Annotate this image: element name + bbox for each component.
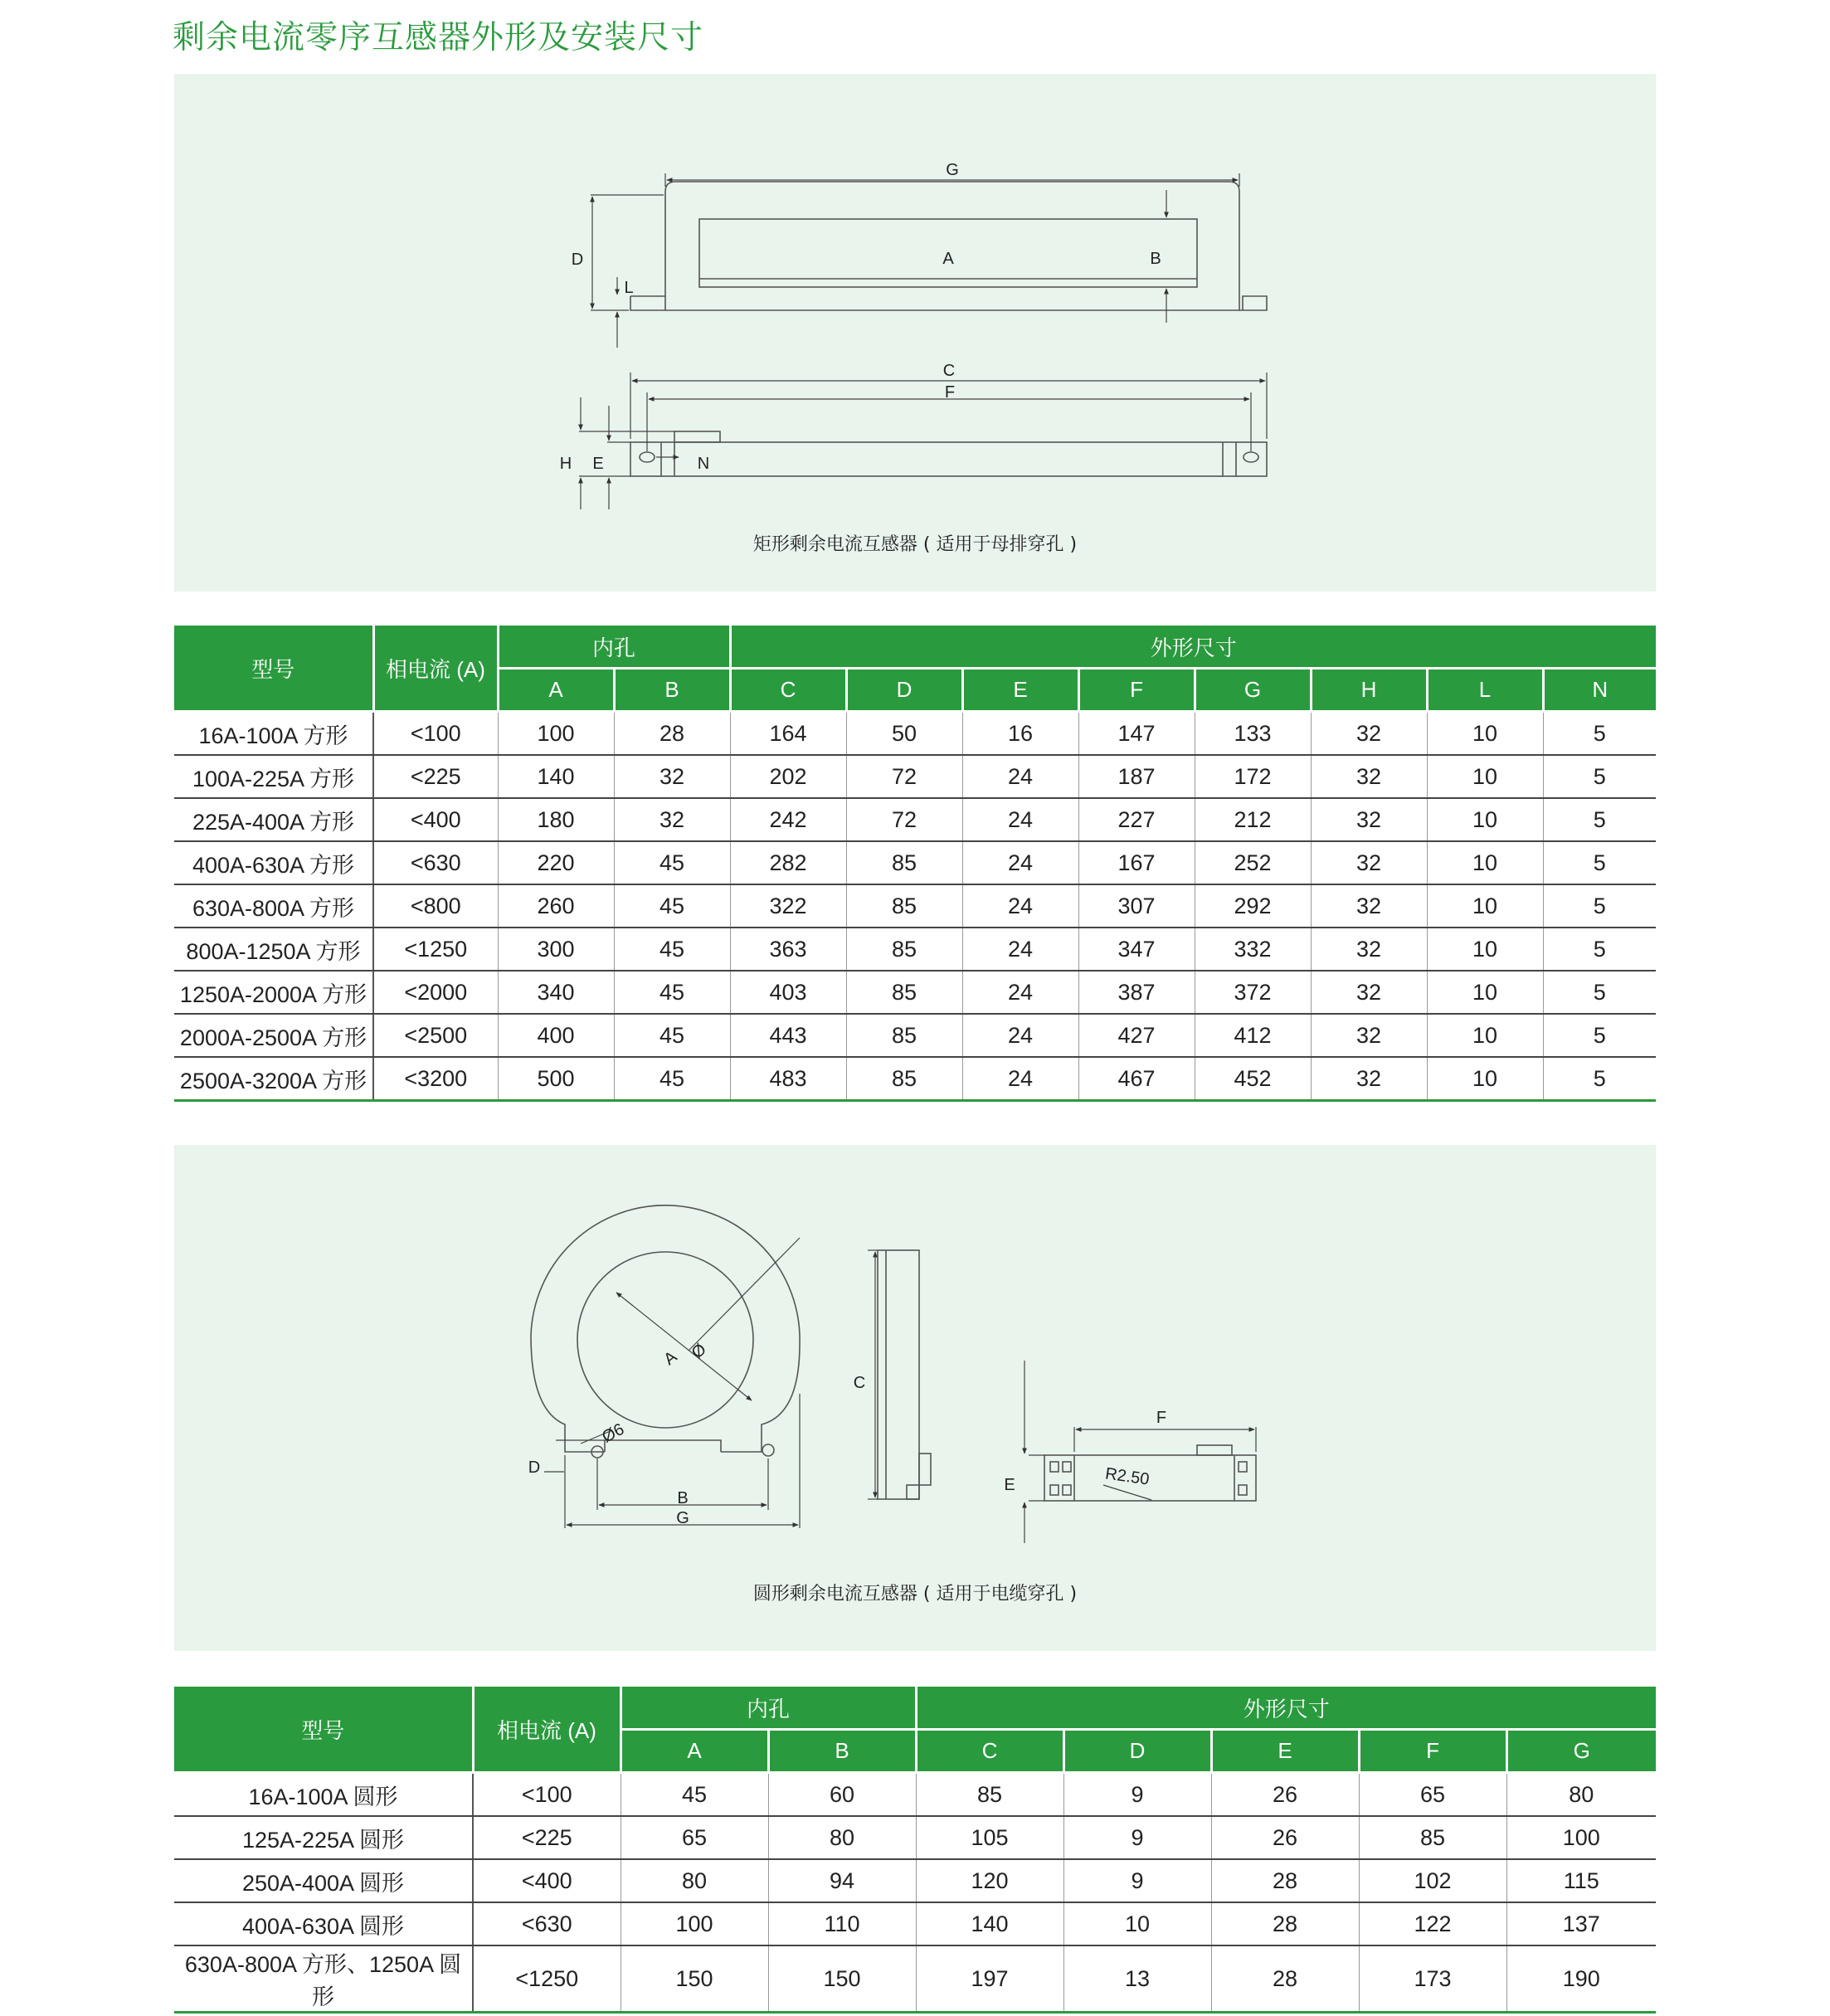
table-row — [174, 1902, 1656, 1945]
current-cell: <800 — [373, 884, 498, 928]
dimension-cell: 32 — [1311, 1057, 1427, 1101]
label-f: F — [944, 383, 956, 402]
dimension-cell: 32 — [1311, 884, 1427, 928]
dimension-cell: 147 — [1078, 712, 1195, 756]
dimension-cell: 427 — [1078, 1014, 1195, 1057]
table-row — [174, 928, 1656, 971]
dimension-cell: 32 — [614, 755, 730, 798]
dimension-cell: 292 — [1195, 884, 1311, 928]
dimension-cell: 24 — [962, 798, 1078, 841]
dimension-cell: 50 — [846, 712, 962, 756]
label-b: B — [677, 1489, 689, 1507]
dimension-cell: 65 — [1359, 1773, 1506, 1817]
current-cell: <1250 — [373, 928, 498, 971]
dimension-cell: 340 — [498, 971, 614, 1014]
column-header: C — [916, 1730, 1063, 1773]
rectangular-table-body — [174, 712, 1656, 1101]
column-header: H — [1311, 669, 1427, 712]
label-b: B — [1150, 250, 1161, 268]
column-header: F — [1359, 1730, 1506, 1773]
dimension-cell: 167 — [1078, 841, 1195, 884]
column-header: D — [846, 669, 962, 712]
current-cell: <3200 — [373, 1057, 498, 1101]
dimension-cell: 173 — [1359, 1945, 1506, 2013]
dimension-cell: 24 — [962, 884, 1078, 928]
table-row — [174, 712, 1656, 756]
model-cell: 125A-225A 圆形 — [174, 1816, 473, 1859]
label-e: E — [592, 455, 604, 473]
dimension-cell: 60 — [768, 1773, 916, 1817]
dimension-cell: 28 — [614, 712, 730, 756]
column-header: E — [962, 669, 1078, 712]
current-cell: <400 — [473, 1859, 621, 1902]
dimension-cell: 105 — [916, 1816, 1063, 1859]
dimension-cell: 307 — [1078, 884, 1195, 928]
dimension-cell: 347 — [1078, 928, 1195, 971]
dimension-cell: 483 — [730, 1057, 846, 1101]
round-table-body — [174, 1773, 1656, 2013]
column-header: E — [1211, 1730, 1359, 1773]
column-header: A — [621, 1730, 768, 1773]
dimension-cell: 85 — [846, 841, 962, 884]
dimension-cell: 32 — [1311, 712, 1427, 756]
header-current: 相电流 (A) — [373, 626, 498, 712]
dimension-cell: 5 — [1543, 755, 1656, 798]
model-cell: 16A-100A 圆形 — [174, 1773, 473, 1817]
dimension-cell: 13 — [1063, 1945, 1211, 2013]
dimension-cell: 10 — [1063, 1902, 1211, 1945]
rectangular-drawing-panel — [174, 74, 1656, 592]
model-cell: 1250A-2000A 方形 — [174, 971, 373, 1014]
dimension-cell: 443 — [730, 1014, 846, 1057]
dimension-cell: 137 — [1506, 1902, 1656, 1945]
page-title: 剩余电流零序互感器外形及安装尺寸 — [173, 19, 704, 56]
dimension-cell: 102 — [1359, 1859, 1506, 1902]
current-cell: <400 — [373, 798, 498, 841]
current-cell: <630 — [373, 841, 498, 884]
round-drawing — [174, 1145, 1656, 1651]
dimension-cell: 32 — [1311, 1014, 1427, 1057]
dimension-cell: 150 — [621, 1945, 768, 2013]
round-caption: 圆形剩余电流互感器 ( 适用于电缆穿孔 ) — [752, 1584, 1078, 1605]
dimension-cell: 282 — [730, 841, 846, 884]
dimension-cell: 80 — [1506, 1773, 1656, 1817]
table-row — [174, 1057, 1656, 1101]
dimension-cell: 190 — [1506, 1945, 1656, 2013]
label-f: F — [1156, 1409, 1167, 1427]
dimension-cell: 227 — [1078, 798, 1195, 841]
label-c: C — [853, 1374, 866, 1392]
dimension-cell: 332 — [1195, 928, 1311, 971]
table-row — [174, 1945, 1656, 2013]
dimension-cell: 5 — [1543, 798, 1656, 841]
label-a: A — [942, 250, 954, 268]
dimension-cell: 5 — [1543, 884, 1656, 928]
dimension-cell: 9 — [1063, 1816, 1211, 1859]
dimension-cell: 120 — [916, 1859, 1063, 1902]
dimension-cell: 24 — [962, 1057, 1078, 1101]
dimension-cell: 212 — [1195, 798, 1311, 841]
label-phi6: Ø6 — [599, 1419, 628, 1447]
rectangular-drawing — [174, 74, 1656, 592]
table-row — [174, 1773, 1656, 1817]
current-cell: <225 — [373, 755, 498, 798]
rectangular-spec-table — [174, 626, 1656, 1102]
dimension-cell: 80 — [621, 1859, 768, 1902]
model-cell: 2500A-3200A 方形 — [174, 1057, 373, 1101]
dimension-cell: 133 — [1195, 712, 1311, 756]
dimension-cell: 32 — [1311, 928, 1427, 971]
dimension-cell: 122 — [1359, 1902, 1506, 1945]
dimension-cell: 140 — [498, 755, 614, 798]
column-header: B — [614, 669, 730, 712]
column-header: G — [1506, 1730, 1656, 1773]
dimension-cell: 26 — [1211, 1773, 1359, 1817]
dimension-cell: 28 — [1211, 1902, 1359, 1945]
dimension-cell: 5 — [1543, 1057, 1656, 1101]
column-header: D — [1063, 1730, 1211, 1773]
label-phi: Ø — [688, 1340, 711, 1363]
dimension-cell: 10 — [1427, 712, 1543, 756]
current-cell: <100 — [373, 712, 498, 756]
dimension-cell: 45 — [621, 1773, 768, 1817]
dimension-cell: 387 — [1078, 971, 1195, 1014]
dimension-cell: 467 — [1078, 1057, 1195, 1101]
dimension-cell: 65 — [621, 1816, 768, 1859]
dimension-cell: 10 — [1427, 971, 1543, 1014]
dimension-cell: 100 — [498, 712, 614, 756]
column-header: B — [768, 1730, 916, 1773]
header-outer-dimensions: 外形尺寸 — [730, 626, 1656, 669]
model-cell: 2000A-2500A 方形 — [174, 1014, 373, 1057]
column-header: L — [1427, 669, 1543, 712]
dimension-cell: 24 — [962, 928, 1078, 971]
model-cell: 250A-400A 圆形 — [174, 1859, 473, 1902]
column-header: G — [1195, 669, 1311, 712]
round-drawing-panel — [174, 1145, 1656, 1651]
dimension-cell: 412 — [1195, 1014, 1311, 1057]
dimension-cell: 187 — [1078, 755, 1195, 798]
dimension-cell: 452 — [1195, 1057, 1311, 1101]
header-inner-hole: 内孔 — [498, 626, 730, 669]
current-cell: <2500 — [373, 1014, 498, 1057]
column-header: N — [1543, 669, 1656, 712]
dimension-cell: 85 — [1359, 1816, 1506, 1859]
dimension-cell: 500 — [498, 1057, 614, 1101]
label-n: N — [697, 455, 710, 473]
table-row — [174, 798, 1656, 841]
dimension-cell: 100 — [621, 1902, 768, 1945]
table-row — [174, 1859, 1656, 1902]
round-spec-table — [174, 1687, 1656, 2014]
model-cell: 100A-225A 方形 — [174, 755, 373, 798]
column-header: C — [730, 669, 846, 712]
dimension-cell: 252 — [1195, 841, 1311, 884]
dimension-cell: 110 — [768, 1902, 916, 1945]
header-current: 相电流 (A) — [473, 1687, 621, 1773]
label-d: D — [528, 1458, 541, 1477]
table-row — [174, 971, 1656, 1014]
table-row — [174, 1816, 1656, 1859]
dimension-cell: 24 — [962, 1014, 1078, 1057]
dimension-cell: 45 — [614, 971, 730, 1014]
dimension-cell: 10 — [1427, 1057, 1543, 1101]
rectangular-caption: 矩形剩余电流互感器 ( 适用于母排穿孔 ) — [752, 534, 1078, 555]
dimension-cell: 28 — [1211, 1945, 1359, 2013]
table-row — [174, 841, 1656, 884]
dimension-cell: 10 — [1427, 884, 1543, 928]
dimension-cell: 24 — [962, 841, 1078, 884]
column-header: A — [498, 669, 614, 712]
dimension-cell: 45 — [614, 928, 730, 971]
current-cell: <225 — [473, 1816, 621, 1859]
dimension-cell: 80 — [768, 1816, 916, 1859]
dimension-cell: 202 — [730, 755, 846, 798]
dimension-cell: 16 — [962, 712, 1078, 756]
current-cell: <630 — [473, 1902, 621, 1945]
dimension-cell: 10 — [1427, 928, 1543, 971]
dimension-cell: 5 — [1543, 971, 1656, 1014]
dimension-cell: 10 — [1427, 755, 1543, 798]
label-a: A — [660, 1347, 681, 1370]
dimension-cell: 32 — [614, 798, 730, 841]
dimension-cell: 197 — [916, 1945, 1063, 2013]
dimension-cell: 32 — [1311, 755, 1427, 798]
header-inner-hole: 内孔 — [621, 1687, 916, 1730]
label-g: G — [676, 1509, 689, 1527]
current-cell: <1250 — [473, 1945, 621, 2013]
dimension-cell: 24 — [962, 755, 1078, 798]
current-cell: <100 — [473, 1773, 621, 1817]
dimension-cell: 322 — [730, 884, 846, 928]
dimension-cell: 403 — [730, 971, 846, 1014]
dimension-cell: 100 — [1506, 1816, 1656, 1859]
dimension-cell: 28 — [1211, 1859, 1359, 1902]
dimension-cell: 9 — [1063, 1773, 1211, 1817]
dimension-cell: 45 — [614, 841, 730, 884]
dimension-cell: 10 — [1427, 798, 1543, 841]
table-row — [174, 1014, 1656, 1057]
dimension-cell: 115 — [1506, 1859, 1656, 1902]
label-l: L — [624, 279, 634, 297]
dimension-cell: 10 — [1427, 841, 1543, 884]
model-cell: 630A-800A 方形、1250A 圆形 — [174, 1945, 473, 2013]
dimension-cell: 5 — [1543, 1014, 1656, 1057]
dimension-cell: 372 — [1195, 971, 1311, 1014]
dimension-cell: 85 — [846, 971, 962, 1014]
dimension-cell: 85 — [846, 1057, 962, 1101]
dimension-cell: 164 — [730, 712, 846, 756]
dimension-cell: 5 — [1543, 928, 1656, 971]
dimension-cell: 72 — [846, 798, 962, 841]
dimension-cell: 5 — [1543, 712, 1656, 756]
label-radius: R2.50 — [1103, 1464, 1151, 1489]
dimension-cell: 85 — [846, 928, 962, 971]
dimension-cell: 85 — [916, 1773, 1063, 1817]
header-model: 型号 — [174, 626, 373, 712]
dimension-cell: 45 — [614, 1014, 730, 1057]
dimension-cell: 85 — [846, 1014, 962, 1057]
dimension-cell: 45 — [614, 1057, 730, 1101]
dimension-cell: 300 — [498, 928, 614, 971]
dimension-cell: 400 — [498, 1014, 614, 1057]
label-c: C — [942, 362, 956, 380]
model-cell: 630A-800A 方形 — [174, 884, 373, 928]
dimension-cell: 260 — [498, 884, 614, 928]
dimension-cell: 32 — [1311, 798, 1427, 841]
model-cell: 400A-630A 方形 — [174, 841, 373, 884]
dimension-cell: 45 — [614, 884, 730, 928]
dimension-cell: 10 — [1427, 1014, 1543, 1057]
label-h: H — [559, 455, 572, 473]
dimension-cell: 24 — [962, 971, 1078, 1014]
dimension-cell: 180 — [498, 798, 614, 841]
dimension-cell: 32 — [1311, 841, 1427, 884]
dimension-cell: 85 — [846, 884, 962, 928]
dimension-cell: 94 — [768, 1859, 916, 1902]
dimension-cell: 242 — [730, 798, 846, 841]
header-outer-dimensions: 外形尺寸 — [916, 1687, 1656, 1730]
dimension-cell: 150 — [768, 1945, 916, 2013]
dimension-cell: 72 — [846, 755, 962, 798]
header-model: 型号 — [174, 1687, 473, 1773]
label-g: G — [946, 161, 959, 179]
dimension-cell: 220 — [498, 841, 614, 884]
model-cell: 800A-1250A 方形 — [174, 928, 373, 971]
model-cell: 225A-400A 方形 — [174, 798, 373, 841]
dimension-cell: 9 — [1063, 1859, 1211, 1902]
dimension-cell: 140 — [916, 1902, 1063, 1945]
dimension-cell: 32 — [1311, 971, 1427, 1014]
dimension-cell: 172 — [1195, 755, 1311, 798]
current-cell: <2000 — [373, 971, 498, 1014]
label-e: E — [1004, 1476, 1015, 1494]
dimension-cell: 26 — [1211, 1816, 1359, 1859]
table-row — [174, 755, 1656, 798]
label-d: D — [571, 251, 584, 269]
model-cell: 400A-630A 圆形 — [174, 1902, 473, 1945]
dimension-cell: 363 — [730, 928, 846, 971]
dimension-cell: 5 — [1543, 841, 1656, 884]
model-cell: 16A-100A 方形 — [174, 712, 373, 756]
column-header: F — [1078, 669, 1195, 712]
table-row — [174, 884, 1656, 928]
